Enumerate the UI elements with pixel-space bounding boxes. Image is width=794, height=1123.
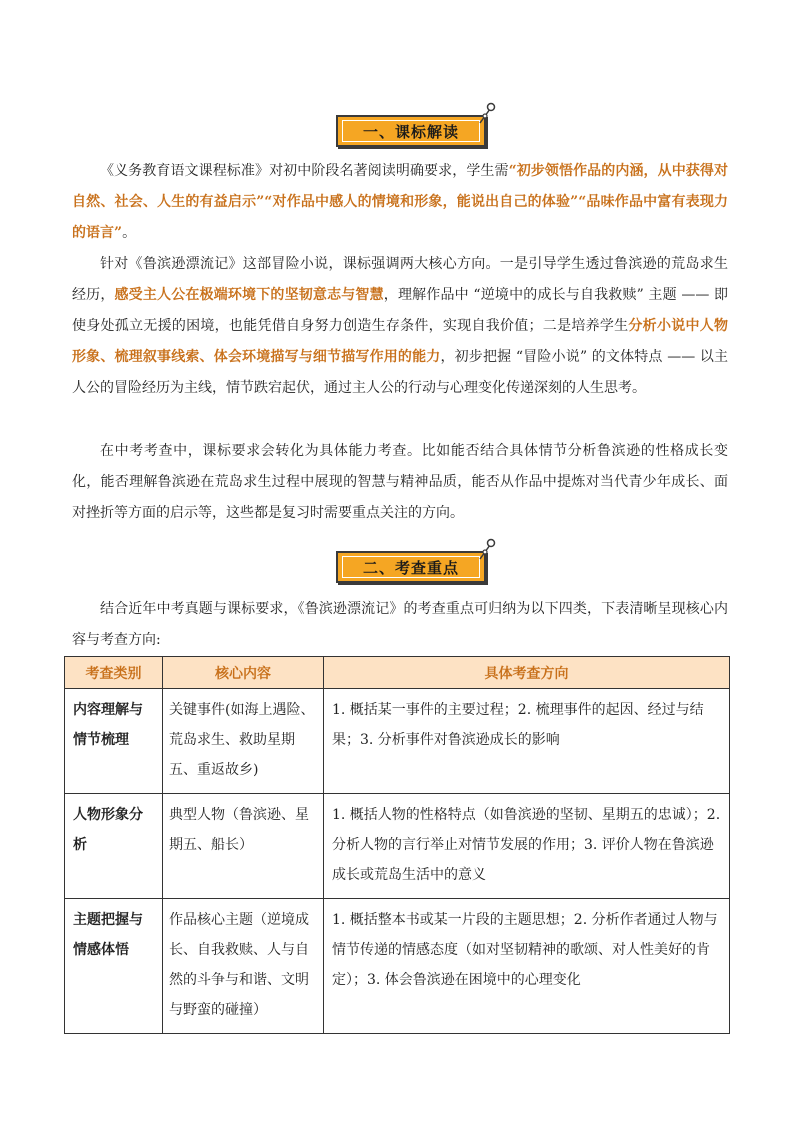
emphasis-text: 分析小说中人物形象、梳理叙事线索、体会环境描写与细节描写作用的能力 xyxy=(72,318,729,365)
table-row xyxy=(65,899,730,1034)
paragraph-curriculum-standard xyxy=(72,156,728,249)
section-title-frame xyxy=(342,120,480,142)
category-cell: 主题把握与情感体悟 xyxy=(65,899,163,1034)
core-content-cell: 关键事件(如海上遇险、荒岛求生、救助星期五、重返故乡) xyxy=(163,689,324,794)
text-run: ，初步把握 “冒险小说” 的文体特点 —— 以主人公的冒险经历为主线，情节跌宕起伏，通过主人公的行动与心理变化传递深刻的人生思考。 xyxy=(72,349,728,396)
direction-cell: 1. 概括某一事件的主要过程；2. 梳理事件的起因、经过与结果；3. 分析事件对鲁滨逊成长的影响 xyxy=(324,689,730,794)
table-header-cell: 考查类别 xyxy=(65,657,163,689)
emphasis-text: “初步领悟作品的内涵，从中获得对自然、社会、人生的有益启示”“对作品中感人的情境和形象，能说出自己的体验”“品味作品中富有表现力的语言” xyxy=(72,163,728,241)
table-header-cell: 核心内容 xyxy=(163,657,324,689)
core-content-cell: 作品核心主题（逆境成长、自我救赎、人与自然的斗争与和谐、文明与野蛮的碰撞） xyxy=(163,899,324,1034)
section-title-frame xyxy=(342,556,480,578)
emphasis-text: 感受主人公在极端环境下的坚韧意志与智慧 xyxy=(114,287,384,303)
text-run: 。 xyxy=(122,225,137,241)
category-cell: 内容理解与情节梳理 xyxy=(65,689,163,794)
table-header-cell: 具体考查方向 xyxy=(324,657,730,689)
section-title-banner xyxy=(336,551,486,583)
table-row xyxy=(65,794,730,899)
direction-cell: 1. 概括整本书或某一片段的主题思想；2. 分析作者通过人物与情节传递的情感态度（如对坚韧精神的歌颂、对人性美好的肯定）；3. 体会鲁滨逊在困境中的心理变化 xyxy=(324,899,730,1034)
text-run: 针对《鲁滨逊漂流记》这部冒险小说，课标强调两大核心方向。一是引导学生透过鲁滨逊的荒岛求生经历， xyxy=(72,256,728,303)
exam-focus-table xyxy=(64,656,730,1034)
text-run: 《义务教育语文课程标准》对初中阶段名著阅读明确要求，学生需 xyxy=(100,163,509,179)
core-content-cell: 典型人物（鲁滨逊、星期五、船长） xyxy=(163,794,324,899)
paragraph-table-intro: 结合近年中考真题与课标要求，《鲁滨逊漂流记》的考查重点可归纳为以下四类，下表清晰呈现核心内容与考查方向: xyxy=(72,601,728,648)
direction-cell: 1. 概括人物的性格特点（如鲁滨逊的坚韧、星期五的忠诚）；2. 分析人物的言行举止对情节发展的作用；3. 评价人物在鲁滨逊成长或荒岛生活中的意义 xyxy=(324,794,730,899)
text-run: ，理解作品中 “逆境中的成长与自我救赎” 主题 —— 即使身处孤立无援的困境，也能凭借自身努力创造生存条件，实现自我价值；二是培养学生 xyxy=(72,287,729,334)
table-header-row xyxy=(65,657,730,689)
section-title: 一、课标解读 xyxy=(362,122,459,141)
pin-ornament-icon xyxy=(476,537,498,561)
category-cell: 人物形象分析 xyxy=(65,794,163,899)
section-title-banner xyxy=(336,115,486,147)
pin-ornament-icon xyxy=(476,101,498,125)
section-title: 二、考查重点 xyxy=(362,558,459,577)
table-row xyxy=(65,689,730,794)
paragraph-core-directions xyxy=(72,249,728,404)
paragraph-exam-focus: 在中考考查中，课标要求会转化为具体能力考查。比如能否结合具体情节分析鲁滨逊的性格成长变化，能否理解鲁滨逊在荒岛求生过程中展现的智慧与精神品质，能否从作品中提炼对当代青少年成长、面对挫折等方面的启示等，这些都是复习时需要重点关注的方向。 xyxy=(72,443,728,521)
